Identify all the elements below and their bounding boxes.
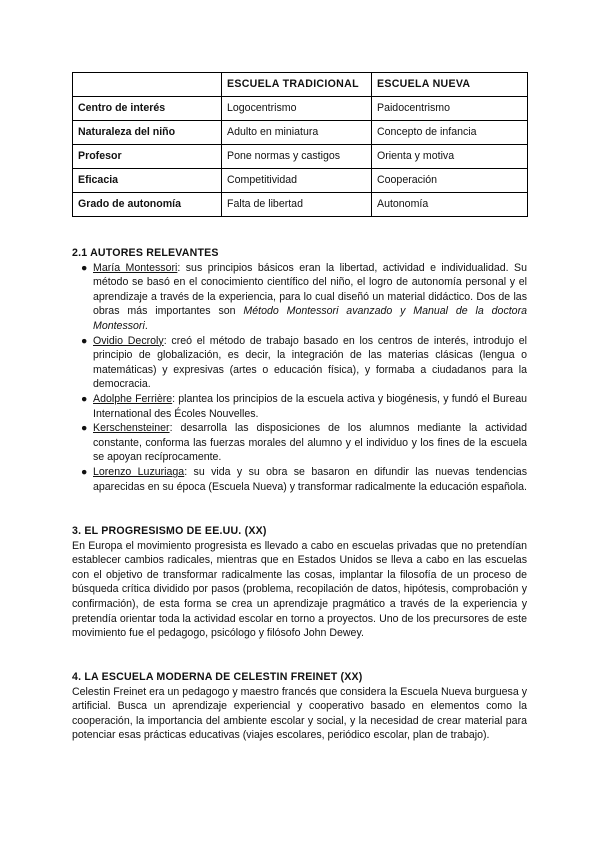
author-name: Adolphe Ferrière [93, 392, 173, 405]
cell-tradicional: Competitividad [222, 169, 372, 193]
bullet-icon: ● [81, 261, 88, 274]
section-body: Celestin Freinet era un pedagogo y maestro francés que considera la Escuela Nueva burguesa y artificial. Busca un aprendizaje experiencial y cooperativo basado en elementos como la cooperación, la importancia del ambiente escolar y social, y la necesidad de crear material para potenciar esas prácticas educativas (viajes escolares, periódico escolar, plan de trabajo). [72, 685, 527, 742]
list-item [72, 465, 527, 494]
progresismo-section [72, 524, 527, 641]
row-label: Centro de interés [73, 97, 222, 121]
cell-nueva: Cooperación [372, 169, 528, 193]
cell-tradicional: Pone normas y castigos [222, 145, 372, 169]
row-label: Naturaleza del niño [73, 121, 222, 145]
author-description: : desarrolla las disposiciones de los alumnos mediante la actividad constante, conforma las fuerzas morales del alumno y el individuo y los fines de la escuela se apoyan recíprocamente. [93, 422, 527, 464]
table-header-cell: ESCUELA TRADICIONAL [222, 73, 372, 97]
section-heading: 4. LA ESCUELA MODERNA DE CELESTIN FREINET (XX) [72, 671, 363, 683]
section-heading: 2.1 AUTORES RELEVANTES [72, 247, 219, 259]
list-item [72, 421, 527, 465]
table-header-cell: ESCUELA NUEVA [372, 73, 528, 97]
list-item [72, 261, 527, 334]
section-heading: 3. EL PROGRESISMO DE EE.UU. (XX) [72, 525, 267, 537]
table-row [73, 97, 528, 121]
author-description: : creó el método de trabajo basado en los centros de interés, introdujo el principio de globalización, es decir, la integración de las materias clásicas (lengua o matemáticas) y expresivas (artes o educación física), y formaba a ciudadanos para la democracia. [93, 334, 528, 391]
author-works: Método Montessori avanzado y Manual de la doctora Montessori [93, 305, 527, 332]
cell-nueva: Concepto de infancia [372, 121, 528, 145]
row-label: Grado de autonomía [73, 193, 222, 217]
authors-list [72, 261, 527, 495]
table-row [73, 169, 528, 193]
author-description: : su vida y su obra se basaron en difundir las nuevas tendencias aparecidas en su época (Escuela Nueva) y transformar radicalmente la educación española. [93, 465, 527, 493]
bullet-icon: ● [81, 422, 88, 435]
bullet-icon: ● [81, 334, 88, 347]
bullet-icon: ● [81, 465, 88, 478]
cell-nueva: Orienta y motiva [372, 145, 528, 169]
table-header-cell [73, 73, 222, 97]
list-item [72, 392, 527, 421]
cell-nueva: Paidocentrismo [372, 97, 528, 121]
author-description: : plantea los principios de la escuela activa y biogénesis, y fundó el Bureau International des Écoles Nouvelles. [93, 392, 527, 420]
bullet-icon: ● [81, 392, 88, 405]
list-item [72, 334, 527, 392]
author-description: : sus principios básicos eran la libertad, actividad e individualidad. Su método se basó en el conocimiento científico del niño, el logro de autonomía personal y el aprendizaje a través de la experiencia, para lo cual diseñó un material didáctico. Dos de las obras más importantes son [93, 261, 527, 318]
cell-nueva: Autonomía [372, 193, 528, 217]
author-name: Ovidio Decroly [93, 334, 164, 347]
author-name: Kerschensteiner [93, 422, 170, 435]
comparison-table [72, 72, 528, 217]
table-row [73, 145, 528, 169]
row-label: Profesor [73, 145, 222, 169]
author-name: María Montessori [93, 261, 178, 274]
cell-tradicional: Adulto en miniatura [222, 121, 372, 145]
author-end: . [144, 319, 148, 332]
table-header-row [73, 73, 528, 97]
table-row [73, 121, 528, 145]
autores-section [72, 246, 527, 494]
row-label: Eficacia [73, 169, 222, 193]
freinet-section [72, 670, 527, 743]
table-row [73, 193, 528, 217]
cell-tradicional: Logocentrismo [222, 97, 372, 121]
cell-tradicional: Falta de libertad [222, 193, 372, 217]
section-body: En Europa el movimiento progresista es llevado a cabo en escuelas privadas que no pretendían establecer cambios radicales, mientras que en Estados Unidos se lleva a cabo en las escuelas con el objetivo de transformar radicalmente las cosas, implantar la filosofía de un proceso de búsqueda crítica dividido por pasos (problema, recopilación de datos, hipótesis, comprobación y confirmación), de esta forma se crea un aprendizaje pragmático a través de la experiencia y pretendía orientar toda la actividad escolar en torno a proyectos. Uno de los precursores de este movimiento fue el pedagogo, psicólogo y filósofo John Dewey. [72, 539, 527, 640]
author-name: Lorenzo Luzuriaga [93, 465, 185, 478]
